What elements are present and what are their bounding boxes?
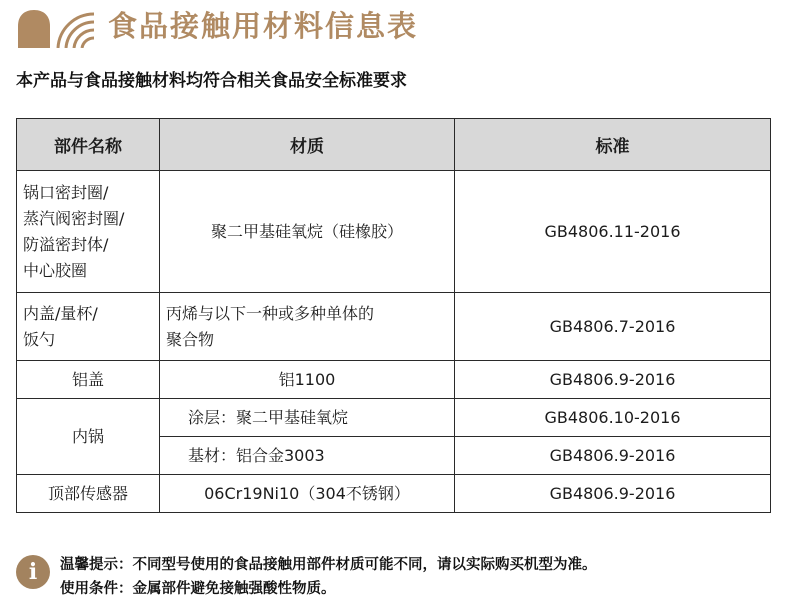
table-row	[17, 171, 771, 293]
table-row	[17, 475, 771, 513]
standard-cell: GB4806.7-2016	[455, 293, 771, 361]
table-row	[17, 361, 771, 399]
part-cell: 内盖/量杯/ 饭勺	[17, 293, 160, 361]
standard-cell: GB4806.9-2016	[455, 437, 771, 475]
info-icon: i	[16, 555, 50, 589]
part-cell: 铝盖	[17, 361, 160, 399]
material-cell: 铝1100	[160, 361, 455, 399]
part-cell: 顶部传感器	[17, 475, 160, 513]
tip-note: 温馨提示：不同型号使用的食品接触用部件材质可能不同，请以实际购买机型为准。	[60, 557, 597, 573]
page-title: 食品接触用材料信息表	[108, 9, 419, 43]
part-cell: 锅口密封圈/ 蒸汽阀密封圈/ 防溢密封体/ 中心胶圈	[17, 171, 160, 293]
material-cell: 基材：铝合金3003	[160, 437, 455, 475]
standard-cell: GB4806.9-2016	[455, 361, 771, 399]
material-cell: 聚二甲基硅氧烷（硅橡胶）	[160, 171, 455, 293]
standard-cell: GB4806.11-2016	[455, 171, 771, 293]
arc-logo-icon	[14, 6, 94, 48]
notes-section	[16, 545, 776, 605]
material-cell: 06Cr19Ni10（304不锈钢）	[160, 475, 455, 513]
standard-cell: GB4806.10-2016	[455, 399, 771, 437]
table-header-row	[17, 119, 771, 171]
compliance-statement: 本产品与食品接触材料均符合相关食品安全标准要求	[16, 71, 407, 91]
standard-cell: GB4806.9-2016	[455, 475, 771, 513]
material-cell: 丙烯与以下一种或多种单体的 聚合物	[160, 293, 455, 361]
part-cell: 内锅	[17, 399, 160, 475]
table-row	[17, 399, 771, 437]
column-header-standard: 标准	[455, 119, 771, 171]
table-row	[17, 293, 771, 361]
header	[0, 0, 786, 52]
column-header-material: 材质	[160, 119, 455, 171]
usage-condition-note: 使用条件：金属部件避免接触强酸性物质。	[60, 581, 336, 597]
column-header-part: 部件名称	[17, 119, 160, 171]
material-cell: 涂层：聚二甲基硅氧烷	[160, 399, 455, 437]
material-info-table	[16, 118, 771, 513]
